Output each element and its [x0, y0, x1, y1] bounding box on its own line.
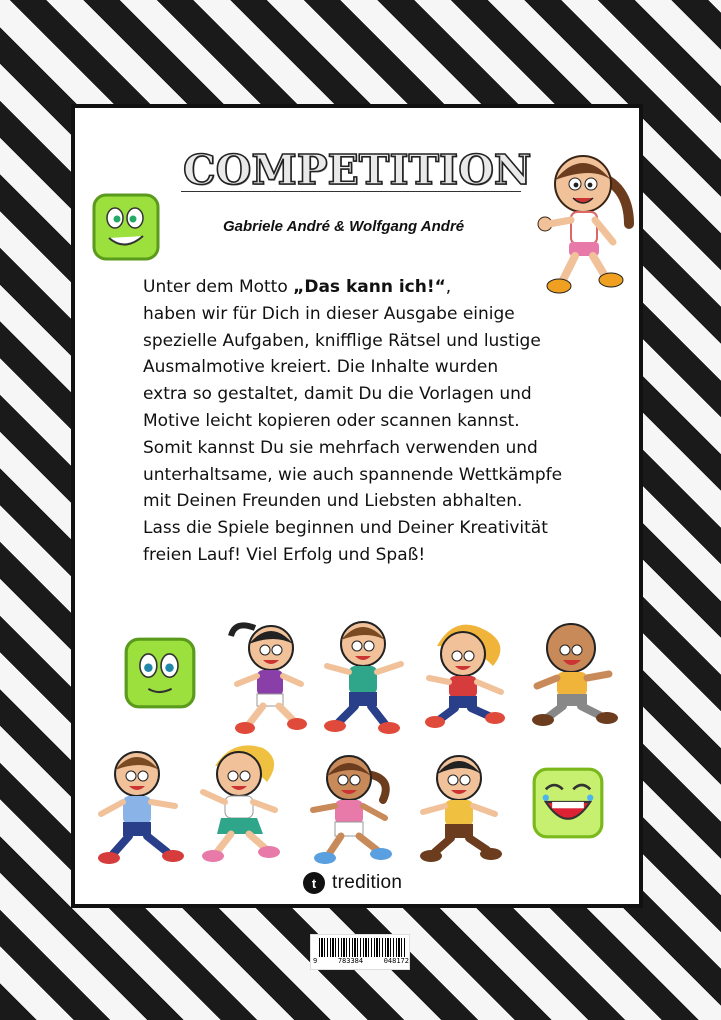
intro-line: Motive leicht kopieren oder scannen kannst. [143, 410, 520, 431]
runner-kid-icon [193, 738, 289, 866]
smiley-green-icon [123, 636, 197, 710]
intro-line: mit Deinen Freunden und Liebsten abhalten. [143, 491, 523, 512]
runner-kid-icon [411, 748, 511, 870]
intro-line: Ausmalmotive kreiert. Die Inhalte wurden [143, 357, 499, 378]
intro-line: unterhaltsame, wie auch spannende Wettkämpfe [143, 464, 563, 485]
cover-panel [71, 104, 643, 908]
intro-line: freien Lauf! Viel Erfolg und Spaß! [143, 544, 426, 565]
motto: „Das kann ich!“ [293, 277, 446, 297]
intro-line: Somit kannst Du sie mehrfach verwenden und [143, 437, 538, 458]
intro-text [143, 274, 613, 569]
smiley-laughing-icon [531, 766, 605, 840]
runner-kid-icon [315, 612, 411, 736]
runner-kid-icon [303, 748, 403, 870]
smiley-green-icon [91, 192, 161, 262]
publisher-name: tredition [332, 872, 403, 893]
barcode-number: 9 783384 048172 [313, 957, 409, 965]
barcode-bars [319, 938, 405, 957]
intro-line: extra so gestaltet, damit Du die Vorlagen und [143, 384, 532, 405]
intro-line: spezielle Aufgaben, knifflige Rätsel und lustige [143, 330, 541, 351]
runner-kid-icon [415, 616, 519, 732]
tredition-logo-icon: t [303, 872, 325, 894]
authors: Gabriele André & Wolfgang André [223, 218, 465, 235]
title-underline [181, 191, 521, 192]
cover-title: COMPETITION [183, 146, 532, 194]
intro-line: Unter dem Motto „Das kann ich!“, [143, 277, 452, 297]
runner-kid-icon [225, 614, 315, 740]
barcode-icon [310, 934, 410, 970]
runner-kid-icon [525, 614, 625, 730]
runner-kid-icon [91, 744, 191, 870]
intro-line: Lass die Spiele beginnen und Deiner Kreativität [143, 518, 548, 539]
intro-line: haben wir für Dich in dieser Ausgabe einige [143, 303, 515, 324]
publisher [303, 872, 402, 894]
